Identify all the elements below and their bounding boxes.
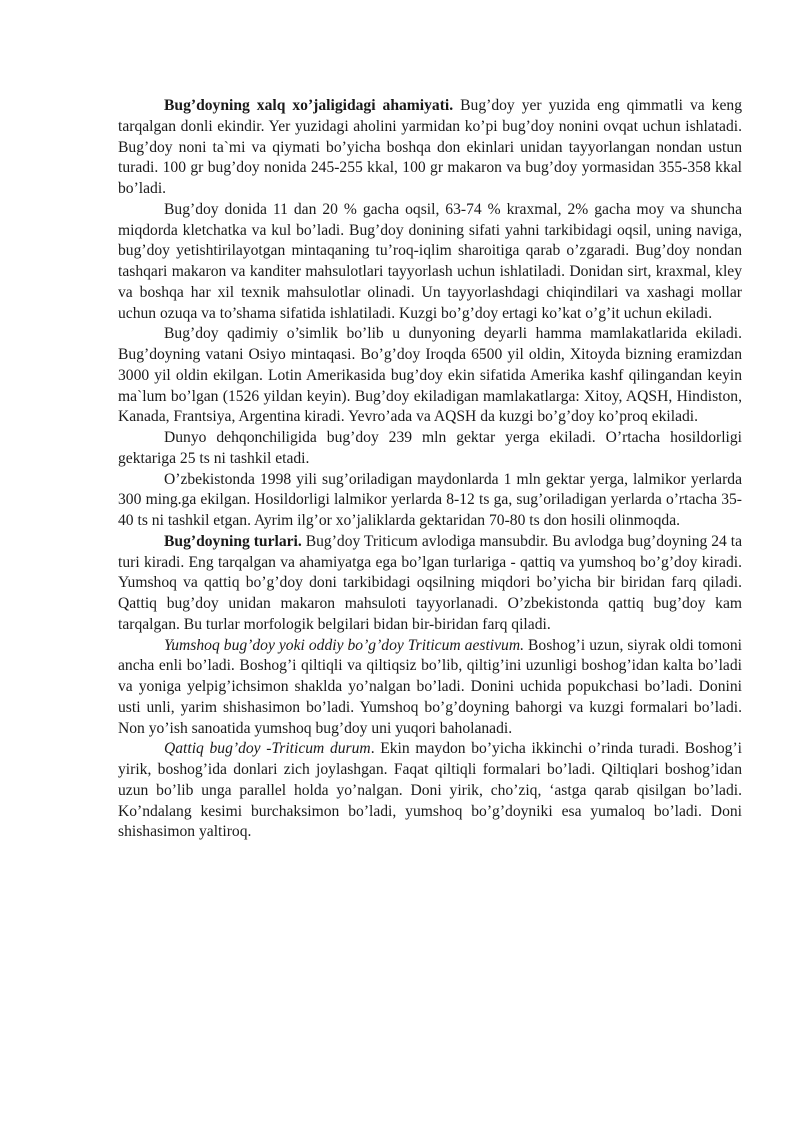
paragraph-text: Boshog’i uzun, siyrak oldi tomoni ancha enli bo’ladi. Boshog’i qiltiqli va qiltiqsiz bo’lib, qiltig’ini uzunligi boshog’idan kalta bo’ladi va yoniga yelpig’ichsimon shaklda yo’nalgan bo’ladi. Donini uchida popukchasi bo’ladi. Donini usti unli, yarim shishasimon bo’ladi. Yumshoq bo’g’doyning bahorgi va kuzgi formalari bo’ladi. Non yo’ish sanoatida yumshoq bug’doy uni yuqori baholanadi. [118,636,743,737]
document-page [118,96,742,843]
section-heading-importance: Bug’doyning xalq xo’jaligidagi ahamiyati. [164,97,454,114]
term-hard-wheat: Qattiq bug’doy -Triticum durum [164,740,371,758]
paragraph-importance [118,96,742,200]
paragraph-text: Bug’doy qadimiy o’simlik bo’lib u dunyoning deyarli hamma mamlakatlarida ekiladi. Bug’doyning vatani Osiyo mintaqasi. Bo’g’doy Iroqda 6500 yil oldin, Xitoyda bizning eramizdan 3000 yil oldin ekilgan. Lotin Amerikasida bug’doy ekin sifatida Amerika kashf qilingandan keyin ma`lum bo’lgan (1526 yildan keyin). Bug’doy ekiladigan mamlakatlarga: Xitoy, AQSH, Hindiston, Kanada, Frantsiya, Argentina kiradi. Yevro’ada va AQSH da kuzgi bo’g’doy ko’proq ekiladi. [118,325,742,426]
paragraph-soft-wheat [118,636,742,740]
paragraph-types [118,532,742,636]
paragraph-text: O’zbekistonda 1998 yili sug’oriladigan maydonlarda 1 mln gektar yerga, lalmikor yerlarda 300 ming.ga ekilgan. Hosildorligi lalmikor yerlarda 8-12 ts ga, sug’oriladigan yerlarda o’rtacha 35-40 ts ni tashkil etgan. Ayrim ilg’or xo’jaliklarda gektaridan 70-80 ts don hosili olinmoqda. [118,470,742,529]
paragraph-world-area [118,428,742,470]
term-soft-wheat: Yumshoq bug’doy yoki oddiy bo’g’doy Triticum aestivum. [164,636,525,654]
paragraph-hard-wheat [118,739,742,843]
paragraph-uzbekistan [118,470,742,532]
paragraph-text: Bug’doy Triticum avlodiga mansubdir. Bu avlodga bug’doyning 24 ta turi kiradi. Eng tarqalgan va ahamiyatga ega bo’lgan turlariga - qattiq va yumshoq bo’g’doy kiradi. Yumshoq va qattiq bo’g’doy doni tarkibidagi oqsilning miqdori bo’yicha bir biridan farq qiladi. Qattiq bug’doy unidan makaron mahsuloti tayyorlanadi. O’zbekistonda qattiq bug’doy kam tarqalgan. Bu turlar morfologik belgilari bidan bir-biridan farq qiladi. [118,532,742,633]
paragraph-text: . Ekin maydon bo’yicha ikkinchi o’rinda turadi. Boshog’i yirik, boshog’ida donlari zich joylashgan. Faqat qiltiqli formalari bo’ladi. Qiltiqlari boshog’idan uzun bo’lib unga parallel holda yo’nalgan. Doni yirik, cho’ziq, ‘astga qarab qisilgan bo’ladi. Ko’ndalang kesimi burchaksimon bo’ladi, yumshoq bo’g’doyniki esa yumaloq bo’ladi. Doni shishasimon yaltiroq. [118,740,742,841]
paragraph-history [118,324,742,428]
paragraph-text: Bug’doy donida 11 dan 20 % gacha oqsil, 63-74 % kraxmal, 2% gacha moy va shuncha miqdorda kletchatka va kul bo’ladi. Bug’doy donining sifati yahni tarkibidagi oqsil, uning naviga, bug’doy yetishtirilayotgan mintaqaning tu’roq-iqlim sharoitiga qarab o’zgaradi. Bug’doy nondan tashqari makaron va kanditer mahsulotlari tayyorlash uchun ishlatiladi. Donidan sirt, kraxmal, kley va boshqa har xil texnik mahsulotlar olinadi. Un tayyorlashdagi chiqindilari va xashagi mollar uchun ozuqa va to’shama sifatida ishlatiladi. Kuzgi bo’g’doy ertagi ko’kat o’g’it uchun ekiladi. [118,200,742,322]
paragraph-text: Dunyo dehqonchiligida bug’doy 239 mln gektar yerga ekiladi. O’rtacha hosildorligi gektariga 25 ts ni tashkil etadi. [118,429,742,467]
paragraph-text: Bug’doy yer yuzida eng qimmatli va keng tarqalgan donli ekindir. Yer yuzidagi aholini yarmidan ko’pi bug’doy nonini ovqat uchun ishlatadi. Bug’doy noni ta`mi va qiymati bo’yicha boshqa don ekinlari unidan tayyorlangan nondan ustun turadi. 100 gr bug’doy nonida 245-255 kkal, 100 gr makaron va bug’doy yormasidan 355-358 kkal bo’ladi. [118,97,742,197]
section-heading-types: Bug’doyning turlari. [164,532,302,550]
paragraph-composition [118,200,742,325]
